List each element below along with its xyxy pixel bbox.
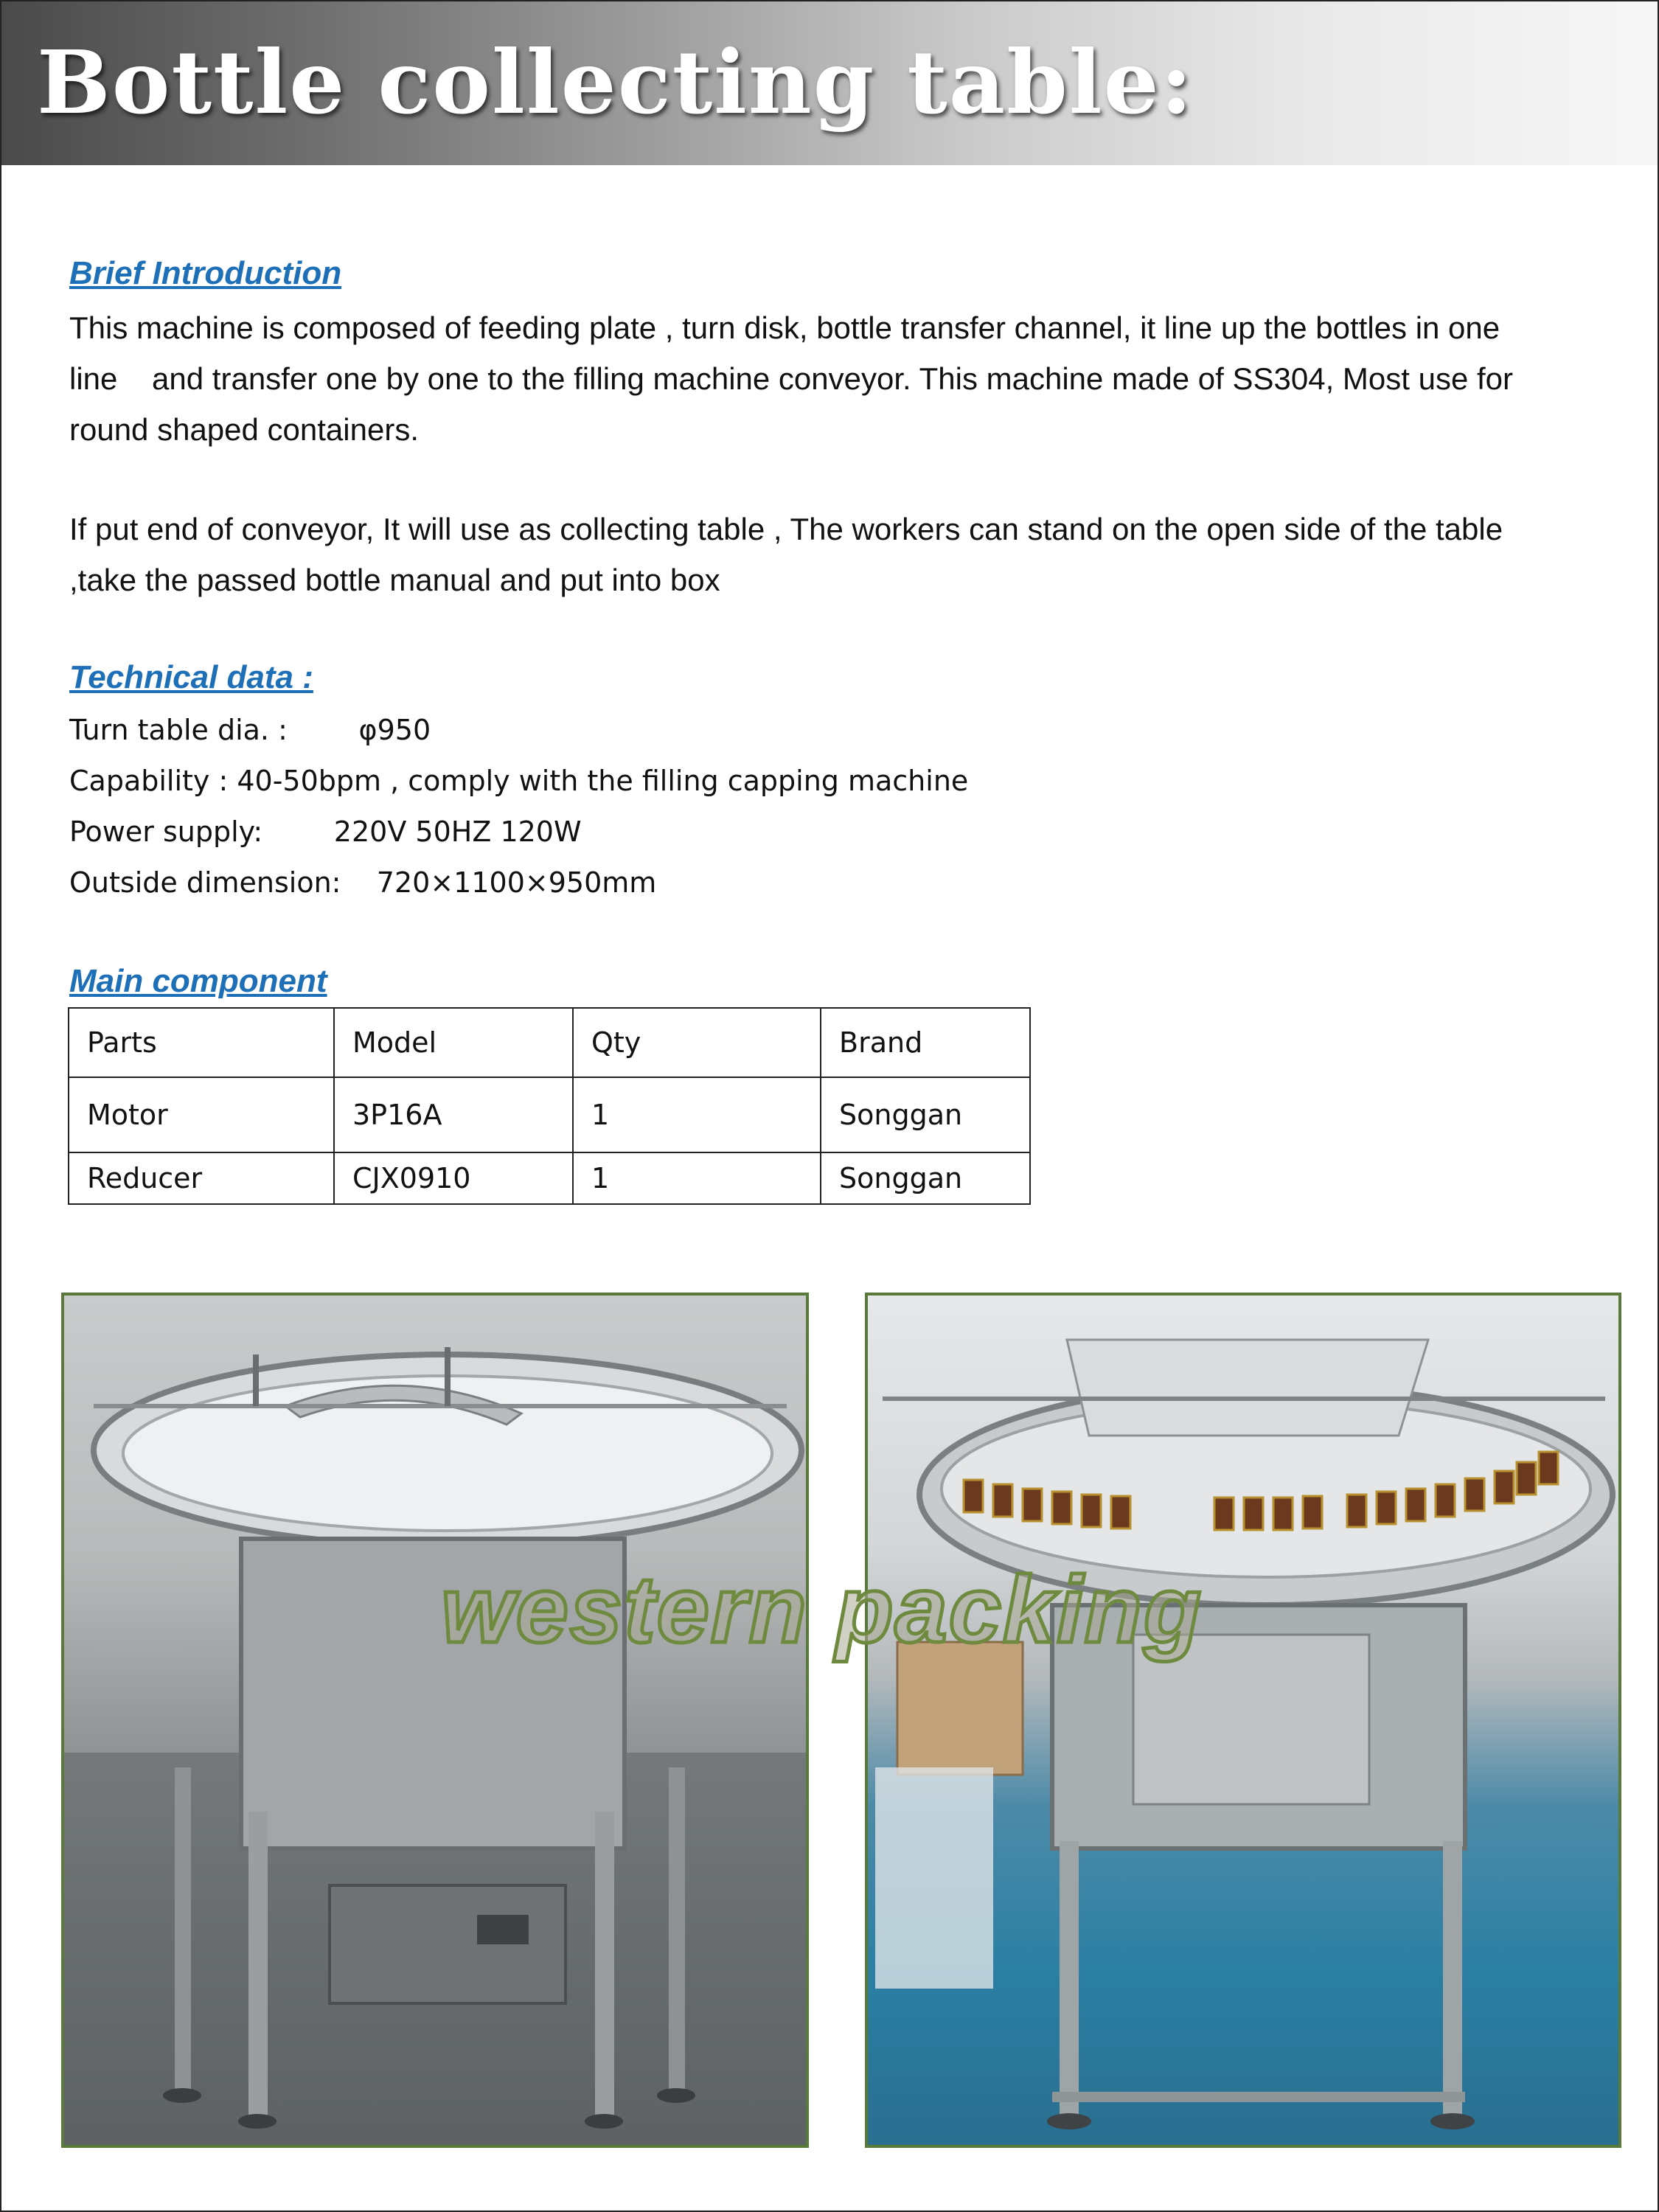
machine-photo-right	[865, 1293, 1621, 2148]
brief-introduction-heading: Brief Introduction	[69, 255, 342, 291]
technical-data-heading: Technical data :	[69, 659, 313, 695]
machine-illustration-right	[868, 1295, 1618, 2145]
brief-paragraph-1: This machine is composed of feeding plate , turn disk, bottle transfer channel, it line up the bottles in one line and transfer one by one to the filling machine conveyor. This machine made of SS304, Most use for round shaped containers.	[69, 310, 1522, 447]
table-cell: Songgan	[821, 1152, 1030, 1204]
table-cell: Songgan	[821, 1077, 1030, 1152]
table-cell: Reducer	[69, 1152, 334, 1204]
table-header-cell: Parts	[69, 1008, 334, 1077]
brief-paragraph-2: If put end of conveyor, It will use as collecting table , The workers can stand on the open side of the table ,take the passed bottle manual and put into box	[69, 512, 1512, 597]
table-cell: 1	[573, 1077, 821, 1152]
machine-illustration-left	[64, 1295, 806, 2145]
component-table	[68, 1007, 1031, 1205]
table-header-row	[69, 1008, 1030, 1077]
main-component-heading: Main component	[69, 963, 327, 999]
table-row	[69, 1152, 1030, 1204]
machine-photo-left	[61, 1293, 809, 2148]
table-header-cell: Model	[334, 1008, 573, 1077]
table-cell: 1	[573, 1152, 821, 1204]
spec-outside-dimension: Outside dimension: 720×1100×950mm	[69, 866, 657, 899]
table-cell: 3P16A	[334, 1077, 573, 1152]
table-cell: Motor	[69, 1077, 334, 1152]
watermark-text: western packing	[441, 1557, 1203, 1663]
spec-turn-table: Turn table dia. : φ950	[69, 714, 431, 746]
table-header-cell: Qty	[573, 1008, 821, 1077]
title-banner	[1, 1, 1658, 165]
page-title: Bottle collecting table:	[37, 31, 1194, 133]
spec-capability: Capability : 40-50bpm , comply with the filling capping machine	[69, 765, 969, 797]
table-header-cell: Brand	[821, 1008, 1030, 1077]
table-row	[69, 1077, 1030, 1152]
spec-power-supply: Power supply: 220V 50HZ 120W	[69, 815, 582, 848]
table-cell: CJX0910	[334, 1152, 573, 1204]
